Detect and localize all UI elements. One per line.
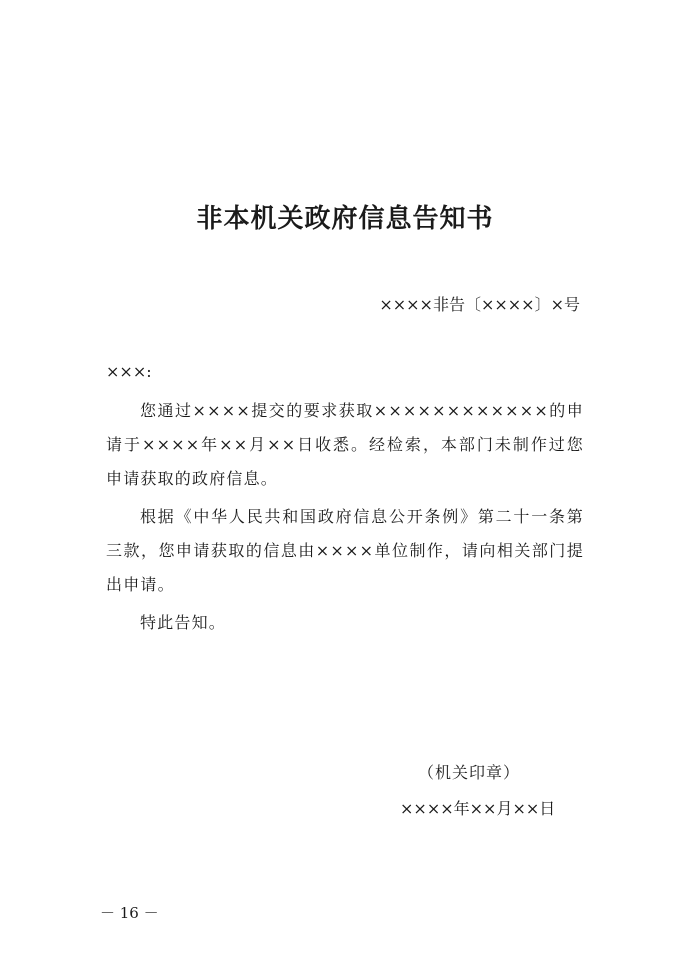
- document-number: ××××非告〔××××〕×号: [379, 295, 580, 314]
- issue-date: ××××年××月××日: [400, 799, 556, 818]
- salutation: ×××:: [106, 362, 152, 381]
- body-paragraph-legal-basis: 根据《中华人民共和国政府信息公开条例》第二十一条第三款，您申请获取的信息由××××单位制作，请向相关部门提出申请。: [106, 507, 584, 594]
- document-title: 非本机关政府信息告知书: [196, 204, 494, 234]
- body-paragraph-closing: 特此告知。: [140, 613, 227, 632]
- official-seal-placeholder: （机关印章）: [418, 763, 521, 782]
- body-paragraph-receipt: 您通过××××提交的要求获取××××××××××××的申请于××××年××月××日收悉。经检索，本部门未制作过您申请获取的政府信息。: [106, 401, 584, 488]
- page-number: － 16 －: [100, 904, 159, 922]
